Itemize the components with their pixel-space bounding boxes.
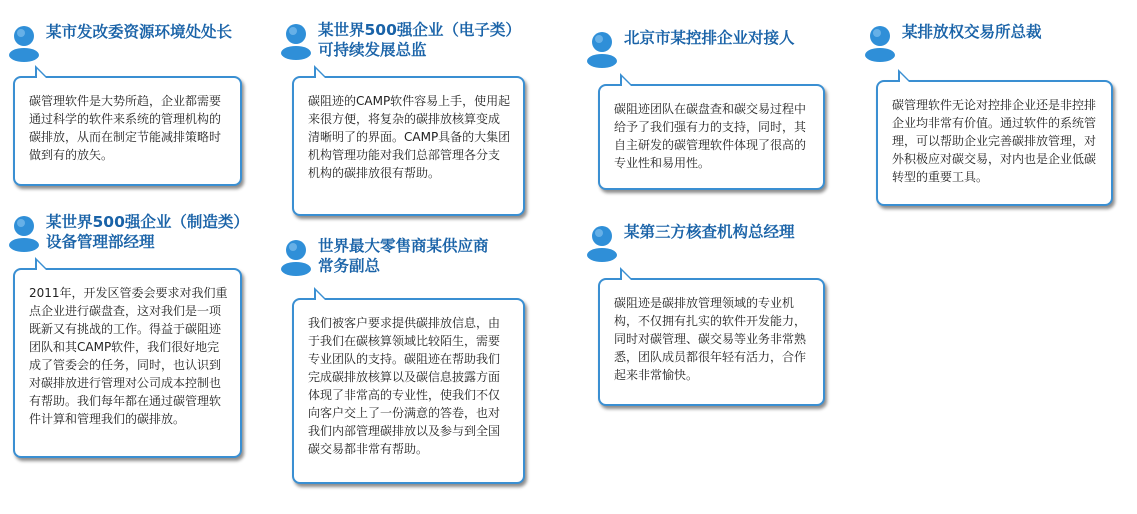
person-avatar-icon — [864, 22, 896, 62]
testimonial-text: 碳阻迹的CAMP软件容易上手，使用起来很方便，将复杂的碳排放核算变成清晰明了的界面。CAMP具备的大集团机构管理功能对我们总部管理各分支机构的碳排放很有帮助。 — [308, 94, 511, 180]
testimonial-bubble — [876, 80, 1113, 206]
testimonial-text: 2011年，开发区管委会要求对我们重点企业进行碳盘查，这对我们是一项既新又有挑战的工作。得益于碳阻迹团队和其CAMP软件，我们很好地完成了管委会的任务，同时，也认识到对碳排放进行管理对公司成本控制也有帮助。我们每年都在通过碳管理软件计算和管理我们的碳排放。 — [29, 286, 228, 426]
testimonial-bubble — [13, 268, 242, 458]
testimonial-title: 某排放权交易所总裁 — [902, 23, 1042, 41]
testimonial-title: 世界最大零售商某供应商 常务副总 — [318, 237, 489, 275]
testimonial-bubble — [292, 76, 525, 216]
person-avatar-icon — [8, 22, 40, 62]
testimonial-text: 碳阻迹团队在碳盘查和碳交易过程中给予了我们强有力的支持，同时，其自主研发的碳管理软件体现了很高的专业性和易用性。 — [614, 102, 807, 170]
person-avatar-icon — [280, 20, 312, 60]
testimonial-bubble — [292, 298, 525, 484]
testimonial-text: 碳管理软件是大势所趋，企业都需要通过科学的软件来系统的管理机构的碳排放，从而在制定节能减排策略时做到有的放矢。 — [29, 94, 222, 162]
person-avatar-icon — [8, 212, 40, 252]
testimonial-title: 某第三方核查机构总经理 — [624, 223, 795, 241]
testimonial-title: 某世界500强企业（制造类） 设备管理部经理 — [46, 213, 249, 251]
testimonial-title: 某市发改委资源环境处处长 — [46, 23, 233, 41]
person-avatar-icon — [586, 222, 618, 262]
testimonial-title: 北京市某控排企业对接人 — [624, 29, 795, 47]
person-avatar-icon — [280, 236, 312, 276]
person-avatar-icon — [586, 28, 618, 68]
testimonial-text: 碳管理软件无论对控排企业还是非控排企业均非常有价值。通过软件的系统管理，可以帮助企业完善碳排放管理，对外积极应对碳交易，对内也是企业低碳转型的重要工具。 — [892, 98, 1097, 184]
testimonial-bubble — [598, 278, 825, 406]
testimonial-bubble — [13, 76, 242, 186]
testimonial-title: 某世界500强企业（电子类） 可持续发展总监 — [318, 21, 521, 59]
testimonial-text: 碳阻迹是碳排放管理领域的专业机构，不仅拥有扎实的软件开发能力，同时对碳管理、碳交易等业务非常熟悉，团队成员都很年轻有活力，合作起来非常愉快。 — [614, 296, 807, 382]
testimonial-text: 我们被客户要求提供碳排放信息，由于我们在碳核算领域比较陌生，需要专业团队的支持。碳阻迹在帮助我们完成碳排放核算以及碳信息披露方面体现了非常高的专业性，使我们不仅向客户交上了一份满意的答卷，也对我们内部管理碳排放以及参与到全国碳交易都非常有帮助。 — [308, 316, 501, 456]
testimonial-bubble — [598, 84, 825, 190]
